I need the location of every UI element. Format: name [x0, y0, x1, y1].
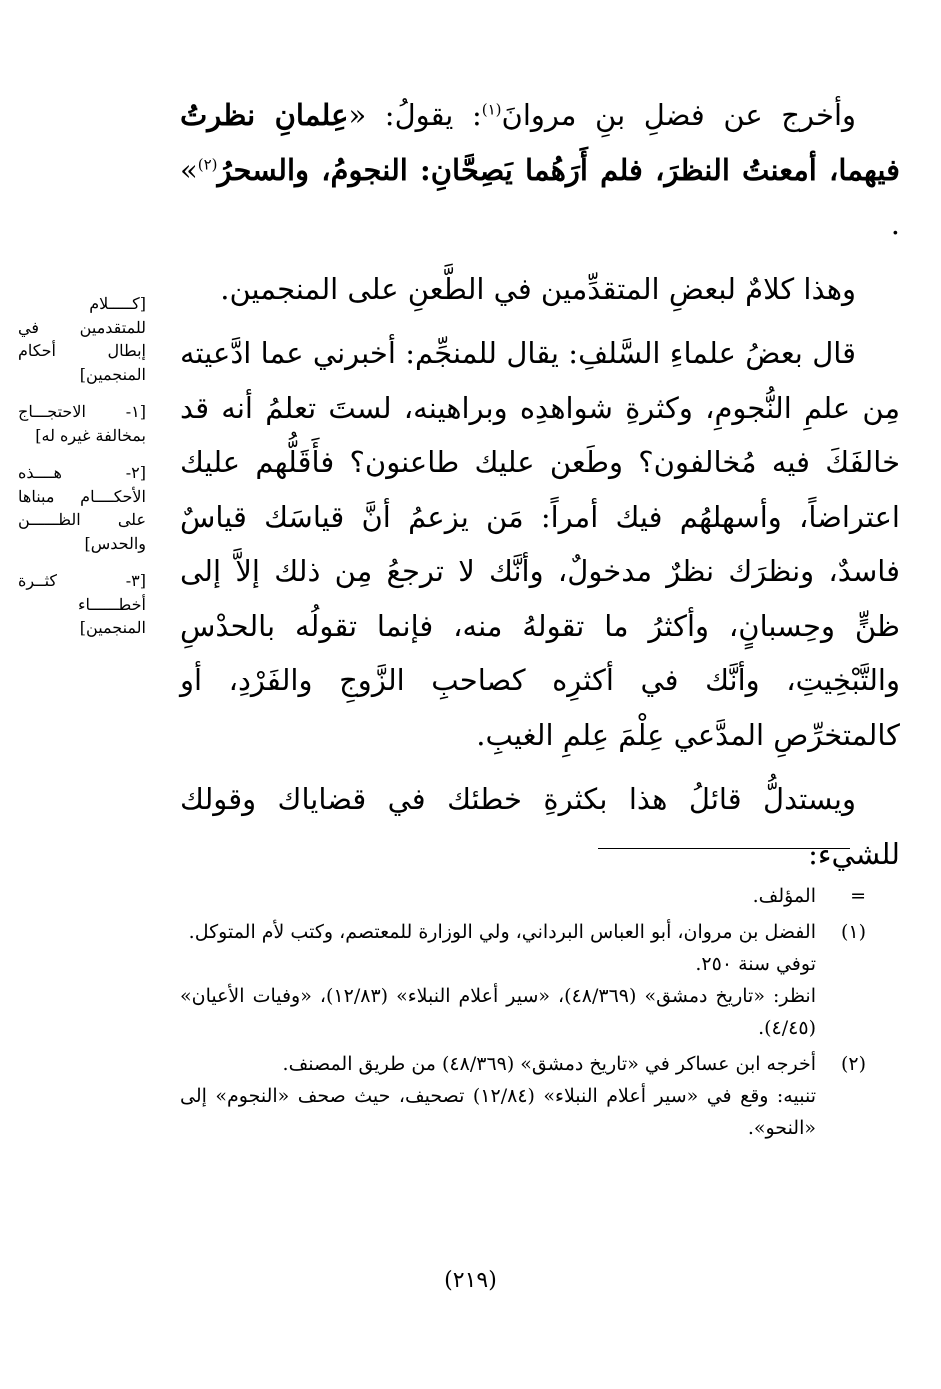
main-text — [180, 88, 900, 891]
margin-note-1: [كـــــلام للمتقدمين في إبطال أحكام المنجمين] — [18, 294, 146, 384]
footnote-continuation — [180, 880, 866, 912]
footnote-ref-1: (١) — [481, 100, 502, 119]
paragraph-4: ويستدلُّ قائلُ هذا بكثرةِ خطئك في قضاياك وقولك للشيء: — [180, 782, 900, 871]
footnote-line: الفضل بن مروان، أبو العباس البرداني، ولي الوزارة للمعتصم، وكتب لأم المتوكل. — [188, 921, 816, 943]
footnote-mark: = — [850, 885, 866, 907]
footnote-line: تنبيه: وقع في «سير أعلام النبلاء» (١٢/٨٤) تصحيف، حيث صحف «النجوم» إلى «النحو». — [180, 1085, 816, 1139]
footnote-mark: (٢) — [840, 1053, 866, 1075]
footnote-separator — [598, 848, 850, 849]
page-number: (٢١٩) — [444, 1268, 497, 1293]
footnote-line: توفي سنة ٢٥٠. — [695, 953, 816, 975]
footnote-ref-2: (٢) — [197, 154, 218, 173]
margin-note-4: [٣- كثــرة أخطــــــاء المنجمين] — [18, 571, 146, 637]
paragraph-1 — [180, 88, 900, 252]
footnote-line: انظر: «تاريخ دمشق» (٤٨/٣٦٩)، «سير أعلام النبلاء» (١٢/٨٣)، «وفيات الأعيان» (٤/٤٥). — [180, 985, 816, 1039]
paragraph-1-mid: : يقولُ: « — [348, 98, 482, 132]
paragraph-3: قال بعضُ علماءِ السَّلفِ: يقال للمنجِّم: أخبرني عما ادَّعيته مِن علمِ النُّجومِ، وكثرةِ شواهدِه وبراهينه، لستَ تعلمُ أنه قد خالفَكَ فيه مُخالفون؟ وطَعن عليك طاعنون؟ فأَقَلُّهم عليك اعتراضاً، وأسهلهُم فيك أمراً: مَن يزعمُ أنَّ قياسَك قياسٌ فاسدٌ، ونظرَك نظرٌ مدخولٌ، وأنَّك لا ترجعُ مِن ذلك إلاَّ إلى ظنٍّ وحِسبانٍ، وأكثرُ ما تقولهُ منه، فإنما تقولُه بالحدْسِ والتَّبْخِيتِ، وأنَّك في أكثرِه كصاحبِ الزَّوجِ والفَرْدِ، أو كالمتخرِّصِ المدَّعي عِلْمَ عِلمِ الغيبِ. — [180, 336, 900, 752]
footnotes — [180, 880, 866, 1148]
footnote-2 — [180, 1048, 866, 1144]
footnote-line: المؤلف. — [752, 885, 816, 907]
margin-note-2: [١- الاحتجـــاج بمخالفة غيره له] — [18, 402, 146, 445]
paragraph-1-lead: وأخرج عن فضلِ بنِ مروانَ — [501, 98, 857, 132]
margin-note-3: [٢- هــــذه الأحكــــام مبناها على الظــــــن والحدس] — [18, 463, 146, 553]
footnote-1 — [180, 916, 866, 1044]
margin-notes — [18, 292, 146, 654]
paragraph-1-tail: » . — [180, 152, 900, 241]
quoted-saying: عِلمانِ نظرتُ فيهما، أمعنتُ النظرَ، فلم أَرَهُما يَصِحَّانِ: النجومُ، والسحرُ — [180, 98, 900, 187]
paragraph-2: وهذا كلامٌ لبعضِ المتقدِّمين في الطَّعنِ على المنجمين. — [220, 271, 856, 306]
footnote-line: أخرجه ابن عساكر في «تاريخ دمشق» (٤٨/٣٦٩) من طريق المصنف. — [282, 1053, 816, 1075]
footnote-mark: (١) — [840, 921, 866, 943]
